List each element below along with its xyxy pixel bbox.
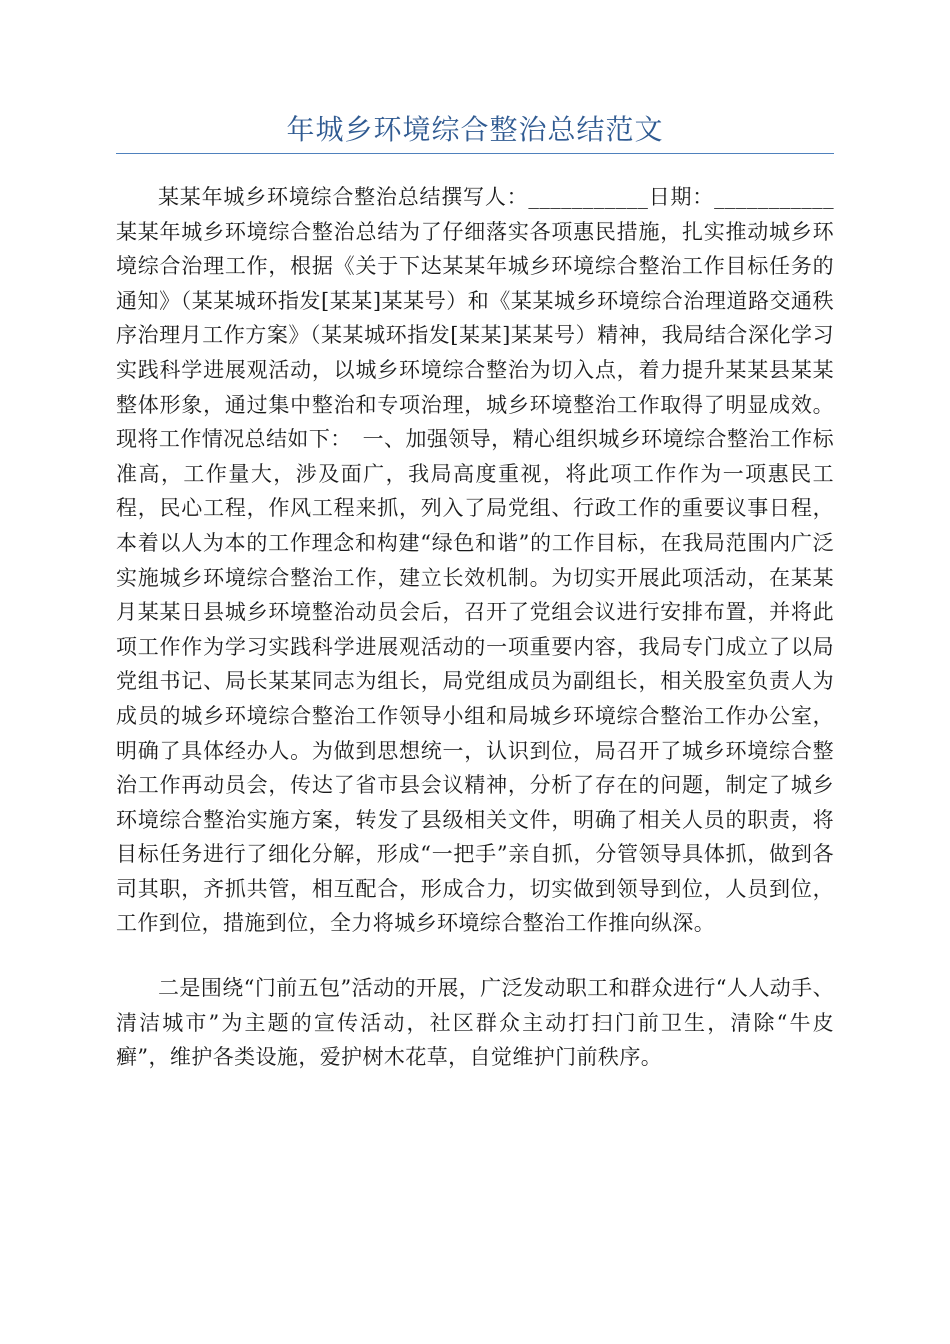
body-paragraph-2: 二是围绕“门前五包”活动的开展，广泛发动职工和群众进行“人人动手、清洁城市”为主题的宣传活动，社区群众主动打扫门前卫生，清除“牛皮癣”，维护各类设施，爱护树木花草，自觉维护门前秩序。 <box>116 976 834 1070</box>
title-underline <box>116 153 834 154</box>
document-body <box>116 180 834 1075</box>
body-paragraph-1: 某某年城乡环境综合整治总结撰写人：___________日期：___________某某年城乡环境综合整治总结为了仔细落实各项惠民措施，扎实推动城乡环境综合治理工作，根据《关于下达某某年城乡环境综合整治工作目标任务的通知》（某某城环指发[某某]某某号）和《某某城乡环境综合治理道路交通秩序治理月工作方案》（某某城环指发[某某]某某号）精神，我局结合深化学习实践科学进展观活动，以城乡环境综合整治为切入点，着力提升某某县某某整体形象，通过集中整治和专项治理，城乡环境整治工作取得了明显成效。现将工作情况总结如下： 一、加强领导，精心组织城乡环境综合整治工作标准高，工作量大，涉及面广，我局高度重视，将此项工作作为一项惠民工程，民心工程，作风工程来抓，列入了局党组、行政工作的重要议事日程，本着以人为本的工作理念和构建“绿色和谐”的工作目标，在我局范围内广泛实施城乡环境综合整治工作，建立长效机制。为切实开展此项活动，在某某月某某日县城乡环境整治动员会后，召开了党组会议进行安排布置，并将此项工作作为学习实践科学进展观活动的一项重要内容，我局专门成立了以局党组书记、局长某某同志为组长，局党组成员为副组长，相关股室负责人为成员的城乡环境综合整治工作领导小组和局城乡环境综合整治工作办公室，明确了具体经办人。为做到思想统一，认识到位，局召开了城乡环境综合整治工作再动员会，传达了省市县会议精神，分析了存在的问题，制定了城乡环境综合整治实施方案，转发了县级相关文件，明确了相关人员的职责，将目标任务进行了细化分解，形成“一把手”亲自抓，分管领导具体抓，做到各司其职，齐抓共管，相互配合，形成合力，切实做到领导到位，人员到位，工作到位，措施到位，全力将城乡环境综合整治工作推向纵深。 <box>116 185 834 936</box>
document-title: 年城乡环境综合整治总结范文 <box>286 113 664 146</box>
